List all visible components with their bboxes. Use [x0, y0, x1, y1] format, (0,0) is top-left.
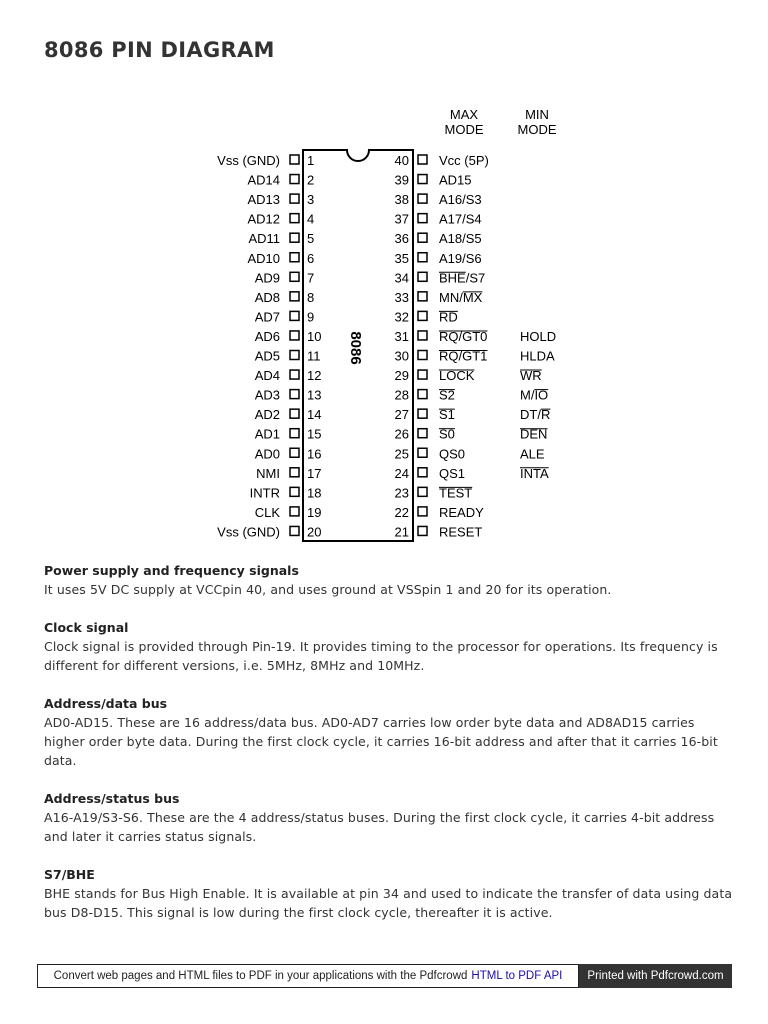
pin-name: AD0 — [254, 446, 280, 462]
pin-number: 3 — [307, 192, 315, 208]
section-body: BHE stands for Bus High Enable. It is available at pin 34 and used to indicate the transfer of data using data bus D8-D15. This signal is low during the first clock cycle, thereafter it is active. — [44, 886, 733, 920]
pin-pad — [418, 468, 427, 477]
pin-row-right — [395, 192, 482, 207]
pin-pad — [418, 272, 427, 281]
left-pins — [217, 153, 321, 539]
section-heading: Address/status bus — [44, 791, 180, 806]
pin-number: 34 — [394, 270, 409, 286]
pin-pad — [418, 194, 427, 203]
pin-signal-min: HOLD — [520, 328, 557, 344]
pin-pad — [418, 292, 427, 301]
pin-pad — [290, 351, 299, 360]
pin-number: 36 — [394, 231, 409, 247]
pin-pad — [418, 253, 427, 262]
pin-row-right — [395, 231, 482, 246]
pin-row-right — [395, 466, 549, 481]
section-heading: Address/data bus — [44, 696, 168, 711]
pin-row-left — [217, 524, 321, 539]
pin-row-left — [255, 349, 321, 364]
pin-row-left — [250, 485, 322, 500]
pin-number: 24 — [394, 465, 409, 481]
pin-number: 11 — [307, 348, 321, 364]
pin-number: 10 — [307, 328, 322, 344]
pin-pad — [418, 370, 427, 379]
pin-number: 2 — [307, 172, 315, 188]
pin-number: 27 — [394, 407, 409, 423]
pin-signal-max: RD — [439, 309, 458, 325]
pin-row-left — [247, 192, 314, 207]
pin-row-right — [395, 368, 542, 383]
pin-number: 7 — [307, 270, 315, 286]
pin-pad — [290, 507, 299, 516]
pin-pad — [290, 487, 299, 496]
pin-pad — [290, 233, 299, 242]
pin-number: 12 — [307, 368, 322, 384]
pin-signal-max: BHE/S7 — [439, 270, 486, 286]
pin-signal-min: DEN — [520, 426, 548, 442]
pin-row-right — [395, 290, 483, 305]
pin-pad — [290, 390, 299, 399]
footer-text: Convert web pages and HTML files to PDF in your applications with the Pdfcrowd — [53, 970, 468, 982]
pin-name: AD2 — [254, 407, 280, 423]
pin-row-left — [255, 427, 322, 442]
pin-name: AD4 — [254, 368, 280, 384]
max-mode-header-line2: MODE — [444, 122, 484, 137]
pin-pad — [290, 370, 299, 379]
pin-name: NMI — [256, 465, 280, 481]
pin-name: AD12 — [247, 211, 280, 227]
pin-row-left — [217, 153, 314, 168]
pin-signal-max: AD15 — [439, 172, 472, 188]
pin-pad — [418, 390, 427, 399]
pin-row-right — [395, 349, 555, 364]
section-body: AD0-AD15. These are 16 address/data bus. AD0-AD7 carries low order byte data and AD8AD15 carries higher order byte data. During the first clock cycle, it carries 16-bit address and after that it carries 16-bit data. — [44, 715, 718, 768]
pin-number: 13 — [307, 387, 322, 403]
pin-pad — [290, 292, 299, 301]
pin-number: 26 — [394, 426, 409, 442]
min-mode-header-line1: MIN — [525, 107, 549, 122]
pin-signal-max: QS1 — [439, 465, 466, 481]
pin-diagram — [0, 96, 768, 546]
pin-signal-max: A17/S4 — [439, 211, 482, 227]
pin-number: 19 — [307, 504, 322, 520]
pin-pad — [290, 155, 299, 164]
pdfcrowd-footer — [37, 964, 732, 988]
pin-row-right — [395, 270, 486, 285]
pin-name: AD8 — [254, 289, 280, 305]
pin-signal-max: READY — [439, 504, 484, 520]
page-title: 8086 PIN DIAGRAM — [44, 38, 275, 62]
pin-number: 22 — [394, 504, 409, 520]
pin-row-left — [255, 505, 322, 520]
max-mode-header-line1: MAX — [449, 107, 479, 122]
pin-number: 14 — [307, 407, 322, 423]
pin-row-right — [395, 329, 557, 344]
pin-name: AD7 — [254, 309, 280, 325]
pin-pad — [290, 214, 299, 223]
pin-number: 20 — [307, 524, 322, 540]
pin-row-left — [255, 368, 322, 383]
pin-name: INTR — [249, 485, 280, 501]
pin-number: 15 — [307, 426, 322, 442]
pin-signal-max: TEST — [439, 485, 473, 501]
pin-pad — [418, 233, 427, 242]
pin-pad — [290, 429, 299, 438]
pin-signal-min: DT/R — [520, 407, 551, 423]
pin-row-right — [395, 485, 473, 500]
pin-row-left — [256, 466, 321, 481]
pin-row-right — [395, 173, 472, 188]
pin-pad — [418, 311, 427, 320]
pin-row-left — [255, 329, 322, 344]
pin-row-left — [255, 407, 322, 422]
pin-pad — [418, 214, 427, 223]
pin-number: 31 — [394, 328, 409, 344]
pin-row-right — [395, 251, 482, 266]
pin-pad — [418, 331, 427, 340]
pin-pad — [290, 175, 299, 184]
pin-number: 37 — [394, 211, 409, 227]
pin-row-right — [395, 505, 485, 520]
pin-pad — [418, 155, 427, 164]
footer-badge[interactable]: Printed with Pdfcrowd.com — [579, 964, 732, 988]
pin-signal-max: S0 — [439, 426, 455, 442]
pin-row-left — [255, 290, 315, 305]
pin-signal-max: RQ/GT1 — [439, 348, 488, 364]
pin-number: 32 — [394, 309, 409, 325]
pin-pad — [418, 351, 427, 360]
pin-number: 40 — [394, 153, 409, 168]
pin-number: 23 — [394, 485, 409, 501]
pin-name: AD3 — [254, 387, 280, 403]
pin-pad — [418, 448, 427, 457]
pin-name: Vss (GND) — [217, 524, 280, 540]
pin-number: 29 — [394, 368, 409, 384]
pin-signal-max: LOCK — [439, 368, 475, 384]
pin-number: 35 — [394, 250, 409, 266]
pin-row-left — [255, 388, 322, 403]
footer-note — [37, 964, 579, 988]
section-body: A16-A19/S3-S6. These are the 4 address/status buses. During the first clock cycle, it carries 4-bit address and later it carries status signals. — [44, 810, 715, 844]
pin-name: AD14 — [247, 172, 280, 188]
section-heading: Power supply and frequency signals — [44, 563, 299, 578]
section-body: Clock signal is provided through Pin-19. It provides timing to the processor for operations. Its frequency is different for different versions, i.e. 5MHz, 8MHz and 10MHz. — [44, 639, 718, 673]
pin-signal-max: A16/S3 — [439, 192, 482, 208]
pin-row-left — [247, 251, 314, 266]
pin-number: 5 — [307, 231, 315, 247]
pin-pad — [290, 526, 299, 535]
pin-row-left — [255, 270, 315, 285]
pin-name: AD10 — [247, 250, 280, 266]
pin-row-left — [247, 212, 314, 227]
pin-number: 8 — [307, 289, 315, 305]
pin-number: 25 — [394, 446, 409, 462]
pin-number: 6 — [307, 250, 315, 266]
right-pins — [395, 153, 557, 539]
section-heading: S7/BHE — [44, 867, 95, 882]
section-heading: Clock signal — [44, 620, 129, 635]
pin-signal-max: Vcc (5P) — [439, 153, 489, 168]
pin-name: AD6 — [254, 328, 280, 344]
pin-number: 9 — [307, 309, 315, 325]
pin-name: AD5 — [254, 348, 280, 364]
pin-signal-max: QS0 — [439, 446, 466, 462]
pin-number: 39 — [394, 172, 409, 188]
pin-pad — [290, 468, 299, 477]
pin-row-right — [395, 524, 483, 539]
pin-row-right — [395, 446, 545, 461]
pin-number: 18 — [307, 485, 322, 501]
section-body: It uses 5V DC supply at VCCpin 40, and uses ground at VSSpin 1 and 20 for its operation. — [44, 582, 612, 597]
pin-name: AD9 — [254, 270, 280, 286]
pin-number: 33 — [394, 289, 409, 305]
pin-number: 16 — [307, 446, 322, 462]
pin-pad — [290, 448, 299, 457]
min-mode-header-line2: MODE — [517, 122, 557, 137]
pin-pad — [418, 409, 427, 418]
pin-pad — [290, 272, 299, 281]
pin-pad — [418, 429, 427, 438]
pin-pad — [418, 487, 427, 496]
pin-signal-max: MN/MX — [439, 289, 483, 305]
pin-pad — [290, 311, 299, 320]
pin-name: AD1 — [254, 426, 280, 442]
pin-row-left — [255, 309, 315, 324]
pin-signal-min: ALE — [520, 446, 545, 462]
pin-pad — [290, 331, 299, 340]
pin-row-right — [395, 153, 489, 168]
pin-name: Vss (GND) — [217, 153, 280, 168]
pin-signal-max: RQ/GT0 — [439, 328, 488, 344]
pin-number: 1 — [307, 153, 315, 168]
pin-signal-max: S2 — [439, 387, 455, 403]
pin-number: 17 — [307, 465, 322, 481]
footer-link[interactable]: HTML to PDF API — [471, 970, 563, 982]
pin-name: CLK — [254, 504, 280, 520]
pin-pad — [418, 526, 427, 535]
pin-number: 21 — [394, 524, 409, 540]
pin-pad — [418, 175, 427, 184]
pin-pad — [290, 194, 299, 203]
pin-signal-max: S1 — [439, 407, 455, 423]
chip-label: 8086 — [347, 331, 364, 365]
pin-number: 38 — [394, 192, 409, 208]
pin-row-left — [248, 231, 314, 246]
pin-row-right — [395, 309, 458, 324]
pin-pad — [418, 507, 427, 516]
pin-signal-min: M/IO — [520, 387, 549, 403]
pin-signal-min: INTA — [520, 465, 549, 481]
pin-row-right — [395, 427, 548, 442]
pin-signal-min: WR — [520, 368, 542, 384]
pin-signal-min: HLDA — [520, 348, 555, 364]
pin-signal-max: A19/S6 — [439, 250, 482, 266]
pin-signal-max: A18/S5 — [439, 231, 482, 247]
pin-name: AD13 — [247, 192, 280, 208]
pin-row-right — [395, 388, 549, 403]
pin-signal-max: RESET — [439, 524, 483, 540]
pin-pad — [290, 253, 299, 262]
pin-row-left — [247, 173, 314, 188]
pin-number: 30 — [394, 348, 409, 364]
pin-row-right — [395, 212, 482, 227]
pin-row-left — [255, 446, 322, 461]
pin-number: 4 — [307, 211, 315, 227]
pin-number: 28 — [394, 387, 409, 403]
pin-name: AD11 — [248, 231, 280, 247]
pin-row-right — [395, 407, 551, 422]
pin-pad — [290, 409, 299, 418]
